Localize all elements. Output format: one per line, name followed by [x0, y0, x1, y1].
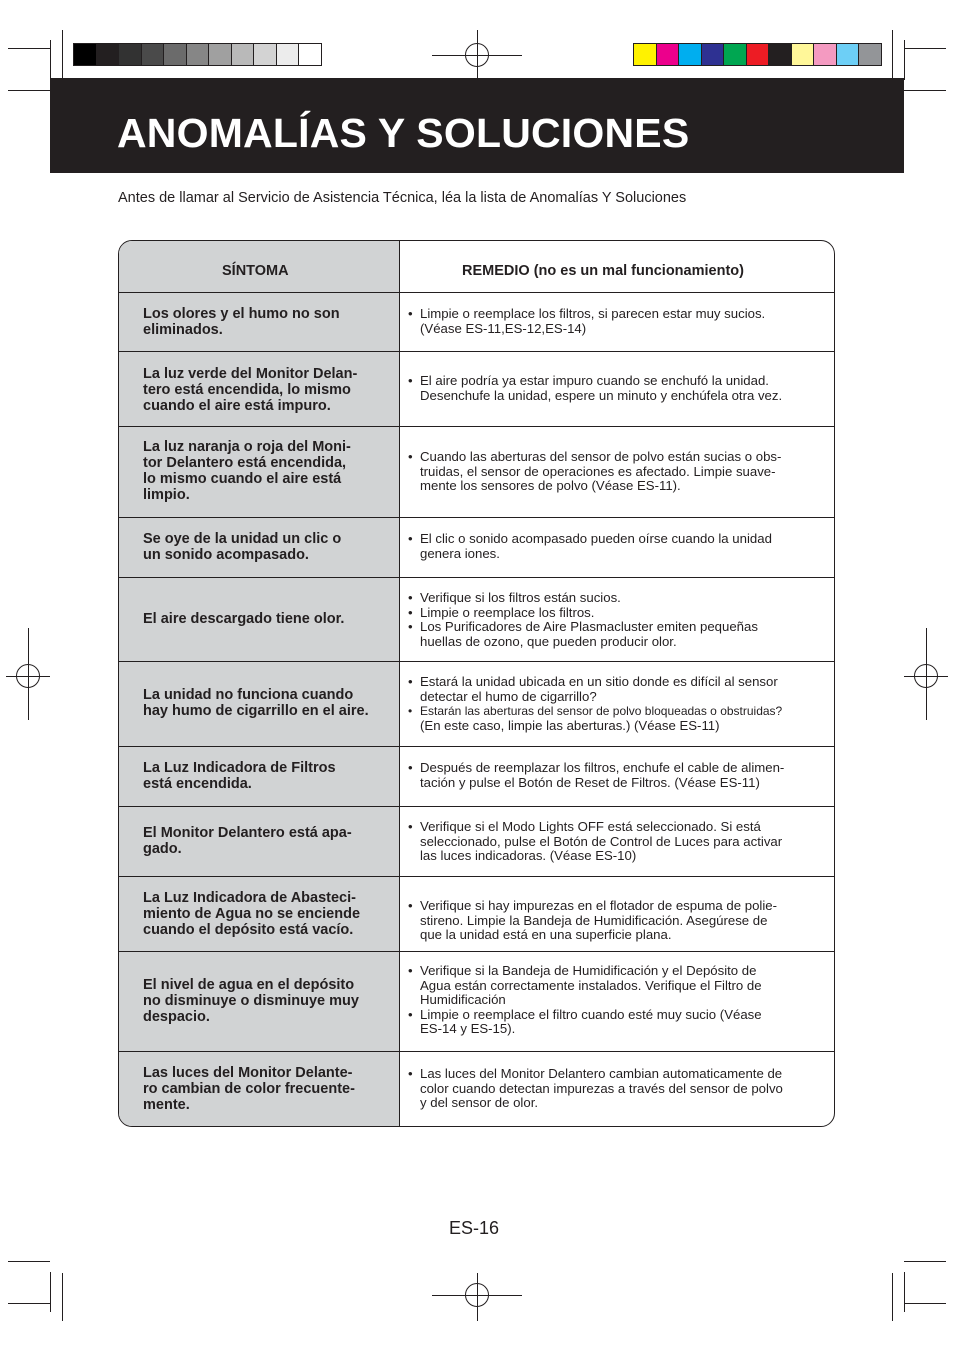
remedy-line: (En este caso, limpie las aberturas.) (Véase ES-11): [420, 717, 720, 733]
remedy-line: • El clic o sonido acompasado pueden oírse cuando la unidad: [408, 532, 820, 547]
remedy-line: huellas de ozono, que pueden producir olor.: [420, 633, 677, 649]
remedy-cell: [408, 761, 820, 790]
remedy-line: • El aire podría ya estar impuro cuando se enchufó la unidad.: [408, 374, 820, 389]
remedy-cell: [408, 675, 820, 733]
process-swatch: [723, 43, 746, 66]
process-swatch: [858, 43, 882, 66]
symptom-line: La luz naranja o roja del Moni-: [143, 439, 351, 455]
process-swatch: [633, 43, 656, 66]
gray-swatch: [73, 43, 96, 66]
remedy-line: genera iones.: [420, 545, 500, 561]
troubleshooting-table: [118, 240, 835, 1127]
remedy-line: • Limpie o reemplace los filtros.: [408, 606, 820, 621]
symptom-line: limpio.: [143, 487, 190, 503]
process-swatch: [791, 43, 814, 66]
table-row: [119, 877, 834, 952]
remedy-line: seleccionado, pulse el Botón de Control de Luces para activar: [420, 833, 783, 849]
remedy-cell: [408, 450, 820, 494]
remedy-line: que la unidad está en una superficie plana.: [420, 927, 672, 943]
table-row: [119, 662, 834, 747]
table-row: [119, 807, 834, 877]
remedy-line: truidas, el sensor de operaciones es afectado. Limpie suave-: [420, 463, 776, 479]
symptom-line: no disminuye o disminuye muy: [143, 993, 359, 1009]
symptom-line: La luz verde del Monitor Delan-: [143, 366, 358, 382]
remedy-cell: [408, 307, 820, 336]
symptom-line: gado.: [143, 841, 182, 857]
gray-swatch: [276, 43, 299, 66]
table-row: [119, 427, 834, 518]
symptom-cell: [143, 890, 388, 938]
symptom-line: La Luz Indicadora de Abasteci-: [143, 890, 356, 906]
remedy-line: stireno. Limpie la Bandeja de Humidificación. Asegúrese de: [420, 912, 768, 928]
gray-swatch: [208, 43, 231, 66]
symptom-line: El nivel de agua en el depósito: [143, 977, 355, 993]
symptom-line: La unidad no funciona cuando: [143, 687, 354, 703]
symptom-line: Las luces del Monitor Delante-: [143, 1065, 353, 1081]
process-swatch: [678, 43, 701, 66]
remedy-line: • Limpie o reemplace los filtros, si parecen estar muy sucios.: [408, 307, 820, 322]
table-row: [119, 518, 834, 578]
remedy-cell: [408, 964, 820, 1037]
table-row: [119, 1052, 834, 1126]
page-title: ANOMALÍAS Y SOLUCIONES: [117, 110, 690, 156]
symptom-cell: [143, 687, 388, 719]
symptom-cell: [143, 306, 388, 338]
remedy-line: • Verifique si los filtros están sucios.: [408, 591, 820, 606]
page-number: ES-16: [449, 1218, 500, 1238]
symptom-cell: [143, 977, 388, 1025]
symptom-line: La Luz Indicadora de Filtros: [143, 760, 336, 776]
remedy-line: • Verifique si el Modo Lights OFF está seleccionado. Si está: [408, 820, 820, 835]
symptom-cell: [143, 1065, 388, 1113]
symptom-cell: [143, 760, 388, 792]
process-color-bar: [633, 43, 882, 66]
table-row: [119, 747, 834, 807]
gray-swatch: [253, 43, 276, 66]
remedy-line: Agua están correctamente instalados. Verifique el Filtro de: [420, 977, 762, 993]
table-row: [119, 293, 834, 352]
table-row: [119, 952, 834, 1052]
remedy-line: tación y pulse el Botón de Reset de Filtros. (Véase ES-11): [420, 774, 760, 790]
remedy-line: • Estarán las aberturas del sensor de polvo bloqueadas o obstruidas?: [408, 704, 820, 719]
gray-swatch: [96, 43, 119, 66]
remedy-cell: [408, 591, 820, 649]
process-swatch: [746, 43, 769, 66]
symptom-line: tor Delantero está encendida,: [143, 455, 347, 471]
gray-swatch: [141, 43, 164, 66]
gray-swatch: [231, 43, 254, 66]
symptom-cell: [143, 439, 388, 503]
remedy-line: • Verifique si la Bandeja de Humidificación y el Depósito de: [408, 964, 820, 979]
grayscale-color-bar: [73, 43, 322, 66]
remedy-line: las luces indicadoras. (Véase ES-10): [420, 848, 637, 864]
symptom-line: miento de Agua no se enciende: [143, 906, 361, 922]
remedy-line: Desenchufe la unidad, espere un minuto y enchúfela otra vez.: [420, 387, 783, 403]
symptom-line: tero está encendida, lo mismo: [143, 382, 351, 398]
remedy-line: Humidificación: [420, 992, 506, 1008]
process-swatch: [836, 43, 859, 66]
symptom-line: Los olores y el humo no son: [143, 306, 340, 322]
remedy-line: • Después de reemplazar los filtros, enchufe el cable de alimen-: [408, 761, 820, 776]
remedy-cell: [408, 1067, 820, 1111]
remedy-cell: [408, 374, 820, 403]
symptom-cell: [143, 531, 388, 563]
process-swatch: [656, 43, 679, 66]
header-remedy: REMEDIO (no es un mal funcionamiento): [462, 263, 744, 279]
title-banner: [50, 78, 904, 173]
remedy-cell: [408, 820, 820, 864]
gray-swatch: [298, 43, 322, 66]
remedy-cell: [408, 532, 820, 561]
gray-swatch: [163, 43, 186, 66]
remedy-line: • Cuando las aberturas del sensor de polvo están sucias o obs-: [408, 450, 820, 465]
symptom-line: ro cambian de color frecuente-: [143, 1081, 355, 1097]
symptom-line: eliminados.: [143, 322, 223, 338]
symptom-cell: [143, 825, 388, 857]
remedy-line: (Véase ES-11,ES-12,ES-14): [420, 320, 587, 336]
symptom-line: un sonido acompasado.: [143, 547, 309, 563]
symptom-line: El aire descargado tiene olor.: [143, 611, 345, 627]
remedy-line: y del sensor de olor.: [420, 1095, 539, 1111]
column-divider: [399, 241, 400, 1126]
intro-text: Antes de llamar al Servicio de Asistencia Técnica, léa la lista de Anomalías Y Soluciones: [118, 190, 687, 206]
remedy-line: ES-14 y ES-15).: [420, 1021, 516, 1037]
symptom-line: El Monitor Delantero está apa-: [143, 825, 352, 841]
remedy-line: color cuando detectan impurezas a través del sensor de polvo: [420, 1080, 783, 1096]
symptom-line: mente.: [143, 1097, 190, 1113]
remedy-line: detectar el humo de cigarrillo?: [420, 688, 597, 704]
process-swatch: [813, 43, 836, 66]
remedy-line: • Limpie o reemplace el filtro cuando esté muy sucio (Véase: [408, 1008, 820, 1023]
symptom-line: está encendida.: [143, 776, 252, 792]
table-header-row: [119, 241, 834, 293]
remedy-cell: [408, 899, 820, 943]
remedy-line: • Estará la unidad ubicada en un sitio donde es difícil al sensor: [408, 675, 820, 690]
process-swatch: [768, 43, 791, 66]
symptom-line: Se oye de la unidad un clic o: [143, 531, 342, 547]
gray-swatch: [186, 43, 209, 66]
symptom-line: cuando el depósito está vacío.: [143, 922, 354, 938]
symptom-line: cuando el aire está impuro.: [143, 398, 331, 414]
header-symptom: SÍNTOMA: [222, 263, 289, 279]
process-swatch: [701, 43, 724, 66]
remedy-line: • Verifique si hay impurezas en el flotador de espuma de polie-: [408, 899, 820, 914]
symptom-line: lo mismo cuando el aire está: [143, 471, 342, 487]
table-row: [119, 352, 834, 427]
remedy-line: • Los Purificadores de Aire Plasmacluster emiten pequeñas: [408, 620, 820, 635]
table-row: [119, 578, 834, 662]
symptom-cell: [143, 366, 388, 414]
gray-swatch: [118, 43, 141, 66]
remedy-line: mente los sensores de polvo (Véase ES-11).: [420, 478, 681, 494]
symptom-cell: [143, 611, 388, 627]
remedy-line: • Las luces del Monitor Delantero cambian automaticamente de: [408, 1067, 820, 1082]
symptom-line: hay humo de cigarrillo en el aire.: [143, 703, 369, 719]
symptom-line: despacio.: [143, 1009, 210, 1025]
